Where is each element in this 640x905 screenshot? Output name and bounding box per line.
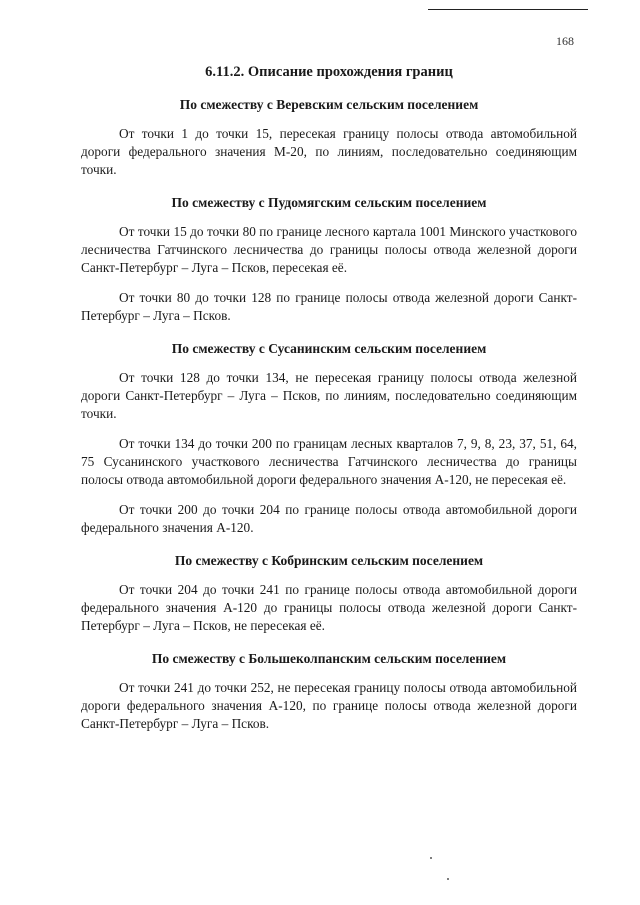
scan-speck bbox=[430, 857, 432, 859]
paragraph: От точки 128 до точки 134, не пересекая границу полосы отвода железной дороги Санкт-Петербург – Луга – Псков, по линиям, последовательно соединяющим точки. bbox=[81, 370, 577, 421]
paragraph: От точки 15 до точки 80 по границе лесного картала 1001 Минского участкового лесничества Гатчинского лесничества до границы полосы отвода железной дороги Санкт-Петербург – Луга – Псков, пересекая её. bbox=[81, 224, 577, 275]
paragraph: От точки 134 до точки 200 по границам лесных кварталов 7, 9, 8, 23, 37, 51, 64, 75 Сусанинского участкового лесничества Гатчинского лесничества до границы полосы отвода автомобильной дороги федерального значения А-120, не пересекая её. bbox=[81, 436, 577, 487]
document-body bbox=[81, 64, 577, 745]
page-title: 6.11.2. Описание прохождения границ bbox=[205, 64, 453, 80]
section-heading: По смежеству с Сусанинским сельским поселением bbox=[171, 341, 487, 356]
section-heading: По смежеству с Кобринским сельским поселением bbox=[174, 553, 484, 568]
scan-speck bbox=[447, 878, 449, 880]
paragraph: От точки 204 до точки 241 по границе полосы отвода автомобильной дороги федерального значения А-120 до границы полосы отвода железной дороги Санкт-Петербург – Луга – Псков, не пересекая её. bbox=[81, 582, 577, 633]
paragraph: От точки 241 до точки 252, не пересекая границу полосы отвода автомобильной дороги федерального значения А-120, по границе полосы отвода железной дороги Санкт-Петербург – Луга – Псков. bbox=[81, 680, 577, 731]
page-number: 168 bbox=[556, 34, 574, 48]
section-heading: По смежеству с Веревским сельским поселением bbox=[179, 97, 479, 112]
paragraph: От точки 80 до точки 128 по границе полосы отвода железной дороги Санкт-Петербург – Луга – Псков. bbox=[81, 290, 577, 323]
section-heading: По смежеству с Большеколпанским сельским поселением bbox=[151, 651, 507, 666]
top-rule bbox=[428, 9, 588, 10]
section-heading: По смежеству с Пудомягским сельским поселением bbox=[171, 195, 487, 210]
paragraph: От точки 200 до точки 204 по границе полосы отвода автомобильной дороги федерального значения А-120. bbox=[81, 502, 577, 535]
paragraph: От точки 1 до точки 15, пересекая границу полосы отвода автомобильной дороги федерального значения М-20, по линиям, последовательно соединяющим точки. bbox=[81, 126, 577, 177]
